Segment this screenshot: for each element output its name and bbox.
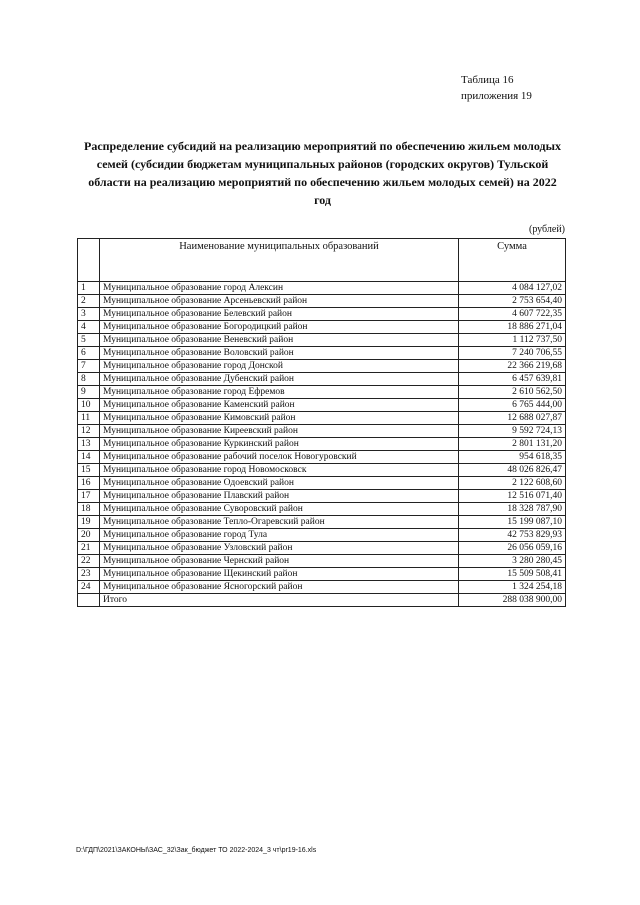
municipality-name: Муниципальное образование Чернский район bbox=[100, 555, 459, 568]
row-number: 13 bbox=[78, 438, 100, 451]
subsidy-amount: 6 765 444,00 bbox=[459, 399, 566, 412]
row-number: 24 bbox=[78, 581, 100, 594]
subsidy-amount: 954 618,35 bbox=[459, 451, 566, 464]
table-row bbox=[78, 542, 566, 555]
table-row bbox=[78, 334, 566, 347]
row-number: 17 bbox=[78, 490, 100, 503]
table-body bbox=[78, 282, 566, 607]
municipality-name: Муниципальное образование Дубенский район bbox=[100, 373, 459, 386]
subsidy-amount: 15 509 508,41 bbox=[459, 568, 566, 581]
row-number: 12 bbox=[78, 425, 100, 438]
subsidy-amount: 12 516 071,40 bbox=[459, 490, 566, 503]
municipality-name: Муниципальное образование Суворовский район bbox=[100, 503, 459, 516]
subsidy-amount: 3 280 280,45 bbox=[459, 555, 566, 568]
subsidy-amount: 15 199 087,10 bbox=[459, 516, 566, 529]
row-number: 9 bbox=[78, 386, 100, 399]
subsidy-amount: 2 753 654,40 bbox=[459, 295, 566, 308]
municipality-name: Муниципальное образование Веневский район bbox=[100, 334, 459, 347]
table-row bbox=[78, 308, 566, 321]
municipality-name: Муниципальное образование Одоевский район bbox=[100, 477, 459, 490]
table-row bbox=[78, 347, 566, 360]
header-name: Наименование муниципальных образований bbox=[100, 239, 459, 282]
table-row bbox=[78, 464, 566, 477]
table-row bbox=[78, 373, 566, 386]
subsidy-amount: 2 610 562,50 bbox=[459, 386, 566, 399]
subsidy-amount: 1 112 737,50 bbox=[459, 334, 566, 347]
row-number: 22 bbox=[78, 555, 100, 568]
total-row bbox=[78, 594, 566, 607]
table-row bbox=[78, 529, 566, 542]
table-row bbox=[78, 321, 566, 334]
municipality-name: Муниципальное образование город Ефремов bbox=[100, 386, 459, 399]
row-number: 8 bbox=[78, 373, 100, 386]
subsidy-amount: 26 056 059,16 bbox=[459, 542, 566, 555]
currency-unit: (рублей) bbox=[528, 224, 565, 235]
subsidy-amount: 18 328 787,90 bbox=[459, 503, 566, 516]
row-number: 19 bbox=[78, 516, 100, 529]
subsidy-amount: 4 607 722,35 bbox=[459, 308, 566, 321]
subsidy-amount: 1 324 254,18 bbox=[459, 581, 566, 594]
subsidy-amount: 18 886 271,04 bbox=[459, 321, 566, 334]
subsidy-amount: 7 240 706,55 bbox=[459, 347, 566, 360]
municipality-name: Муниципальное образование город Донской bbox=[100, 360, 459, 373]
municipality-name: Муниципальное образование Плавский район bbox=[100, 490, 459, 503]
header-amount: Сумма bbox=[459, 239, 566, 282]
table-row bbox=[78, 386, 566, 399]
row-number: 20 bbox=[78, 529, 100, 542]
row-number: 10 bbox=[78, 399, 100, 412]
row-number: 1 bbox=[78, 282, 100, 295]
row-number: 5 bbox=[78, 334, 100, 347]
row-number: 16 bbox=[78, 477, 100, 490]
appendix-number: приложения 19 bbox=[461, 90, 532, 102]
table-reference bbox=[461, 72, 532, 104]
table-row bbox=[78, 503, 566, 516]
row-number: 14 bbox=[78, 451, 100, 464]
table-header-row bbox=[78, 239, 566, 282]
table-row bbox=[78, 425, 566, 438]
municipality-name: Итого bbox=[100, 594, 459, 607]
table-row bbox=[78, 477, 566, 490]
table-row bbox=[78, 295, 566, 308]
subsidy-amount: 12 688 027,87 bbox=[459, 412, 566, 425]
subsidy-table bbox=[77, 238, 566, 607]
subsidy-amount: 48 026 826,47 bbox=[459, 464, 566, 477]
row-number: 2 bbox=[78, 295, 100, 308]
row-number: 11 bbox=[78, 412, 100, 425]
table-row bbox=[78, 581, 566, 594]
municipality-name: Муниципальное образование город Тула bbox=[100, 529, 459, 542]
row-number: 23 bbox=[78, 568, 100, 581]
table-row bbox=[78, 490, 566, 503]
municipality-name: Муниципальное образование Тепло-Огаревский район bbox=[100, 516, 459, 529]
municipality-name: Муниципальное образование город Новомосковск bbox=[100, 464, 459, 477]
header-num bbox=[78, 239, 100, 282]
subsidy-amount: 4 084 127,02 bbox=[459, 282, 566, 295]
row-number: 3 bbox=[78, 308, 100, 321]
municipality-name: Муниципальное образование Белевский район bbox=[100, 308, 459, 321]
row-number: 4 bbox=[78, 321, 100, 334]
municipality-name: Муниципальное образование Каменский район bbox=[100, 399, 459, 412]
table-number: Таблица 16 bbox=[461, 74, 514, 86]
subsidy-amount: 6 457 639,81 bbox=[459, 373, 566, 386]
municipality-name: Муниципальное образование Кимовский район bbox=[100, 412, 459, 425]
row-number: 15 bbox=[78, 464, 100, 477]
table-row bbox=[78, 282, 566, 295]
municipality-name: Муниципальное образование Щекинский район bbox=[100, 568, 459, 581]
table-row bbox=[78, 568, 566, 581]
municipality-name: Муниципальное образование Воловский район bbox=[100, 347, 459, 360]
table-row bbox=[78, 360, 566, 373]
subsidy-amount: 42 753 829,93 bbox=[459, 529, 566, 542]
subsidy-amount: 22 366 219,68 bbox=[459, 360, 566, 373]
municipality-name: Муниципальное образование Киреевский район bbox=[100, 425, 459, 438]
subsidy-amount: 2 801 131,20 bbox=[459, 438, 566, 451]
municipality-name: Муниципальное образование город Алексин bbox=[100, 282, 459, 295]
table-row bbox=[78, 555, 566, 568]
row-number: 6 bbox=[78, 347, 100, 360]
municipality-name: Муниципальное образование Богородицкий район bbox=[100, 321, 459, 334]
municipality-name: Муниципальное образование Арсеньевский район bbox=[100, 295, 459, 308]
subsidy-amount: 2 122 608,60 bbox=[459, 477, 566, 490]
municipality-name: Муниципальное образование Ясногорский район bbox=[100, 581, 459, 594]
subsidy-amount: 9 592 724,13 bbox=[459, 425, 566, 438]
row-number: 18 bbox=[78, 503, 100, 516]
table-row bbox=[78, 399, 566, 412]
table-row bbox=[78, 438, 566, 451]
table-row bbox=[78, 412, 566, 425]
table-row bbox=[78, 451, 566, 464]
table-row bbox=[78, 516, 566, 529]
row-number bbox=[78, 594, 100, 607]
row-number: 21 bbox=[78, 542, 100, 555]
subsidy-amount: 288 038 900,00 bbox=[459, 594, 566, 607]
municipality-name: Муниципальное образование Узловский район bbox=[100, 542, 459, 555]
row-number: 7 bbox=[78, 360, 100, 373]
document-title: Распределение субсидий на реализацию мероприятий по обеспечению жильем молодых семей (субсидии бюджетам муниципальных районов (городских округов) Тульской области на реализацию мероприятий по обеспечению жильем молодых семей) на 2022 год bbox=[83, 139, 561, 207]
municipality-name: Муниципальное образование рабочий поселок Новогуровский bbox=[100, 451, 459, 464]
municipality-name: Муниципальное образование Куркинский район bbox=[100, 438, 459, 451]
file-path: D:\ГДП\2021\ЗАКОНЫ\ЗАС_32\Зак_бюджет ТО 2022-2024_3 чт\pr19-16.xls bbox=[76, 847, 317, 854]
